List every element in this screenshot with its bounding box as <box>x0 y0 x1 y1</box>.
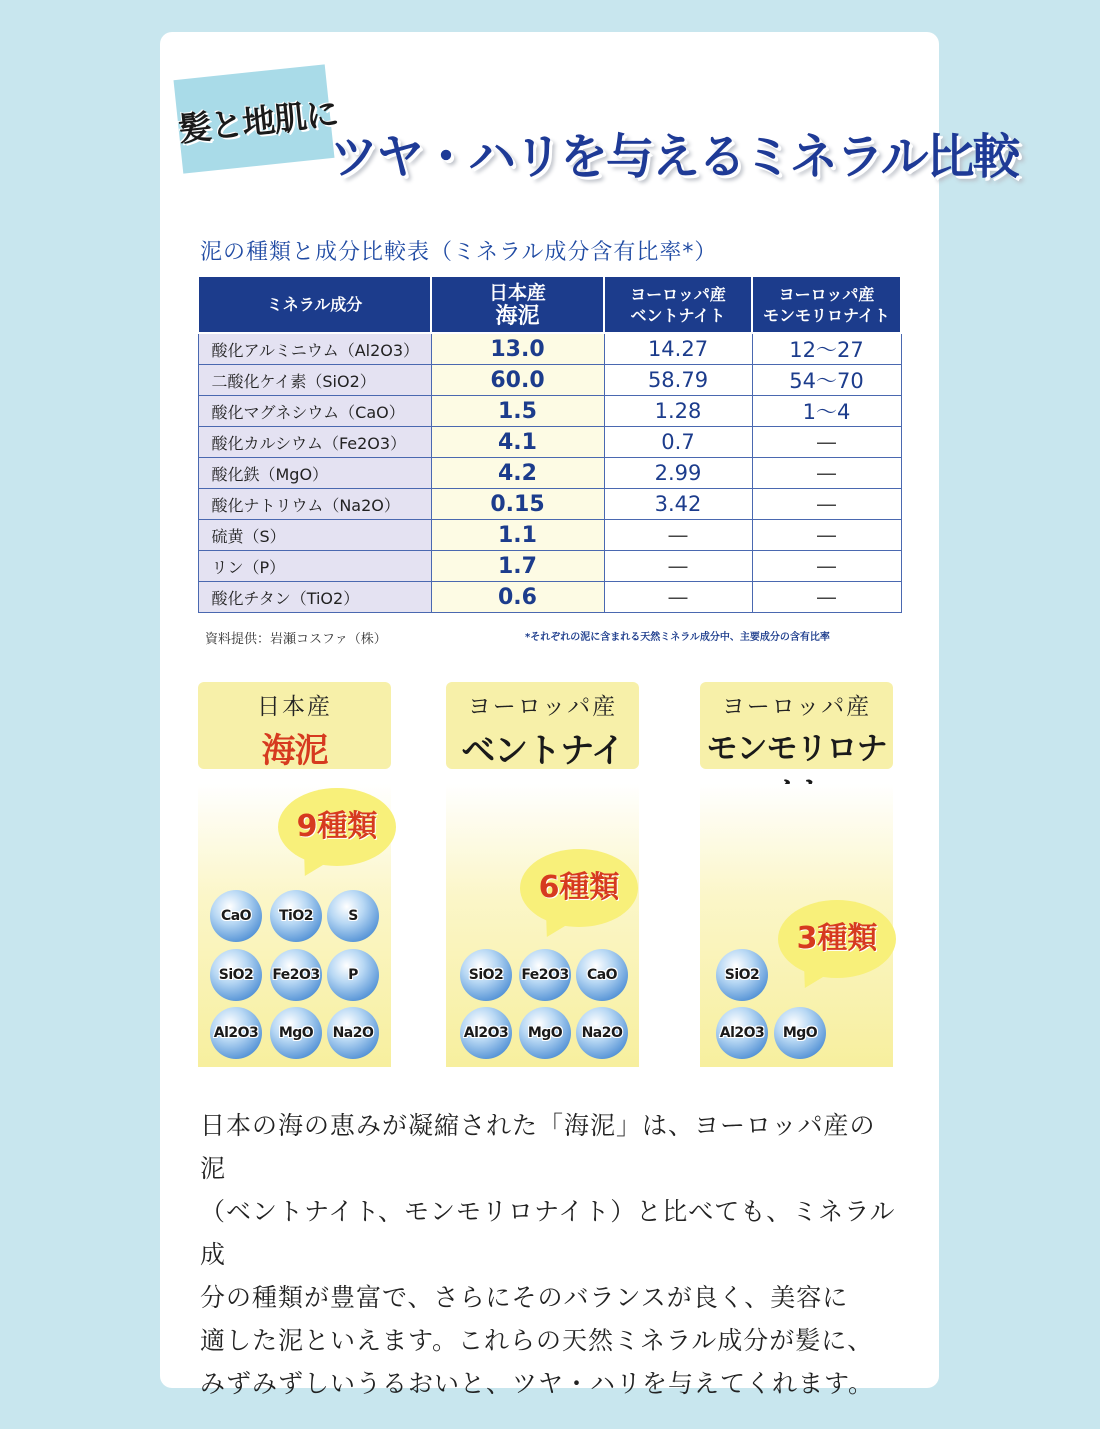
table-header-row <box>198 276 901 333</box>
row-montmorillonite-value: — <box>752 427 901 458</box>
bentonite-name: ベントナイ <box>461 731 624 771</box>
row-mineral-name: 酸化カルシウム（Fe2O3） <box>198 427 431 458</box>
row-japan-value: 1.7 <box>431 551 604 582</box>
row-mineral-name: 二酸化ケイ素（SiO2） <box>198 365 431 396</box>
row-montmorillonite-value: 1〜4 <box>752 396 901 427</box>
row-bentonite-value: — <box>604 551 752 582</box>
row-japan-value: 1.1 <box>431 520 604 551</box>
montmorillonite-origin: ヨーロッパ産 <box>721 694 872 720</box>
row-japan-value: 0.6 <box>431 582 604 613</box>
table-row <box>198 520 901 551</box>
row-mineral-name: 酸化マグネシウム（CaO） <box>198 396 431 427</box>
table-note: *それぞれの泥に含まれる天然ミネラル成分中、主要成分の含有比率 <box>525 632 830 643</box>
bentonite-origin: ヨーロッパ産 <box>467 694 618 720</box>
row-montmorillonite-value: — <box>752 489 901 520</box>
montmorillonite-name: モンモリロナ <box>706 731 887 767</box>
mineral-ball: CaO <box>576 949 628 1001</box>
mineral-ball: Al2O3 <box>460 1007 512 1059</box>
mineral-ball: MgO <box>774 1007 826 1059</box>
row-japan-value: 4.2 <box>431 458 604 489</box>
header-japan <box>431 276 604 333</box>
mineral-ball: TiO2 <box>270 890 322 942</box>
montmorillonite-label <box>700 682 893 769</box>
mineral-ball: Fe2O3 <box>270 949 322 1001</box>
description-line: 分の種類が豊富で、さらにそのバランスが良く、美容に <box>200 1283 849 1312</box>
description <box>200 1104 900 1405</box>
bentonite-count-bubble: 6種類 <box>520 849 638 927</box>
row-japan-value: 4.1 <box>431 427 604 458</box>
table-row <box>198 427 901 458</box>
description-line: 日本の海の恵みが凝縮された「海泥」は、ヨーロッパ産の泥 <box>200 1111 876 1183</box>
row-bentonite-value: 3.42 <box>604 489 752 520</box>
header-bentonite-line2: ベントナイト <box>630 305 726 325</box>
mineral-ball: CaO <box>210 890 262 942</box>
mineral-ball: Na2O <box>576 1007 628 1059</box>
header-montmorillonite-line2: モンモリロナイト <box>763 305 890 325</box>
row-japan-value: 13.0 <box>431 333 604 365</box>
japan-mud-origin: 日本産 <box>257 694 332 720</box>
row-mineral-name: 酸化チタン（TiO2） <box>198 582 431 613</box>
table-source: 資料提供：岩瀬コスファ（株） <box>205 632 387 647</box>
mineral-ball: S <box>327 890 379 942</box>
page-title: ツヤ・ハリを与えるミネラル比較 <box>330 129 1019 185</box>
table-row <box>198 365 901 396</box>
montmorillonite-count-bubble: 3種類 <box>778 900 896 978</box>
description-line: 適した泥といえます。これらの天然ミネラル成分が髪に、 <box>200 1326 874 1355</box>
mineral-ball: Na2O <box>327 1007 379 1059</box>
table-row <box>198 551 901 582</box>
row-montmorillonite-value: — <box>752 520 901 551</box>
mineral-ball: SiO2 <box>460 949 512 1001</box>
mineral-ball: Fe2O3 <box>519 949 571 1001</box>
row-mineral-name: 酸化アルミニウム（Al2O3） <box>198 333 431 365</box>
row-bentonite-value: 0.7 <box>604 427 752 458</box>
row-japan-value: 60.0 <box>431 365 604 396</box>
header-montmorillonite <box>752 276 901 333</box>
row-mineral-name: リン（P） <box>198 551 431 582</box>
mineral-ball: SiO2 <box>210 949 262 1001</box>
row-mineral-name: 硫黄（S） <box>198 520 431 551</box>
japan-mud-name: 海泥 <box>261 731 328 771</box>
header-bentonite <box>604 276 752 333</box>
description-line: みずみずしいうるおいと、ツヤ・ハリを与えてくれます。 <box>200 1369 875 1398</box>
mineral-ball: SiO2 <box>716 949 768 1001</box>
mineral-ball: Al2O3 <box>716 1007 768 1059</box>
row-mineral-name: 酸化ナトリウム（Na2O） <box>198 489 431 520</box>
header-bentonite-line1: ヨーロッパ産 <box>630 284 726 304</box>
mineral-ball: Al2O3 <box>210 1007 262 1059</box>
row-bentonite-value: 58.79 <box>604 365 752 396</box>
table-row <box>198 458 901 489</box>
row-montmorillonite-value: — <box>752 582 901 613</box>
japan-mud-label <box>198 682 391 769</box>
row-bentonite-value: — <box>604 582 752 613</box>
mineral-comparison-table <box>197 275 902 613</box>
mineral-ball: MgO <box>519 1007 571 1059</box>
japan-count-bubble: 9種類 <box>278 788 396 866</box>
table-row <box>198 489 901 520</box>
header-mineral: ミネラル成分 <box>198 276 431 333</box>
table-row <box>198 396 901 427</box>
header-tag: 髪と地肌に <box>176 93 340 150</box>
header-japan-line2: 海泥 <box>495 303 540 329</box>
table-row <box>198 582 901 613</box>
mineral-ball: MgO <box>270 1007 322 1059</box>
description-line: （ベントナイト、モンモリロナイト）と比べても、ミネラル成 <box>200 1197 896 1269</box>
row-bentonite-value: — <box>604 520 752 551</box>
mineral-ball: P <box>327 949 379 1001</box>
row-montmorillonite-value: — <box>752 458 901 489</box>
row-montmorillonite-value: — <box>752 551 901 582</box>
row-japan-value: 1.5 <box>431 396 604 427</box>
header-montmorillonite-line1: ヨーロッパ産 <box>778 284 875 304</box>
table-row <box>198 333 901 365</box>
row-montmorillonite-value: 54〜70 <box>752 365 901 396</box>
table-caption: 泥の種類と成分比較表（ミネラル成分含有比率*） <box>200 240 718 265</box>
row-mineral-name: 酸化鉄（MgO） <box>198 458 431 489</box>
row-montmorillonite-value: 12〜27 <box>752 333 901 365</box>
row-japan-value: 0.15 <box>431 489 604 520</box>
bentonite-label <box>446 682 639 769</box>
row-bentonite-value: 2.99 <box>604 458 752 489</box>
row-bentonite-value: 14.27 <box>604 333 752 365</box>
row-bentonite-value: 1.28 <box>604 396 752 427</box>
header-japan-line1: 日本産 <box>488 281 546 304</box>
